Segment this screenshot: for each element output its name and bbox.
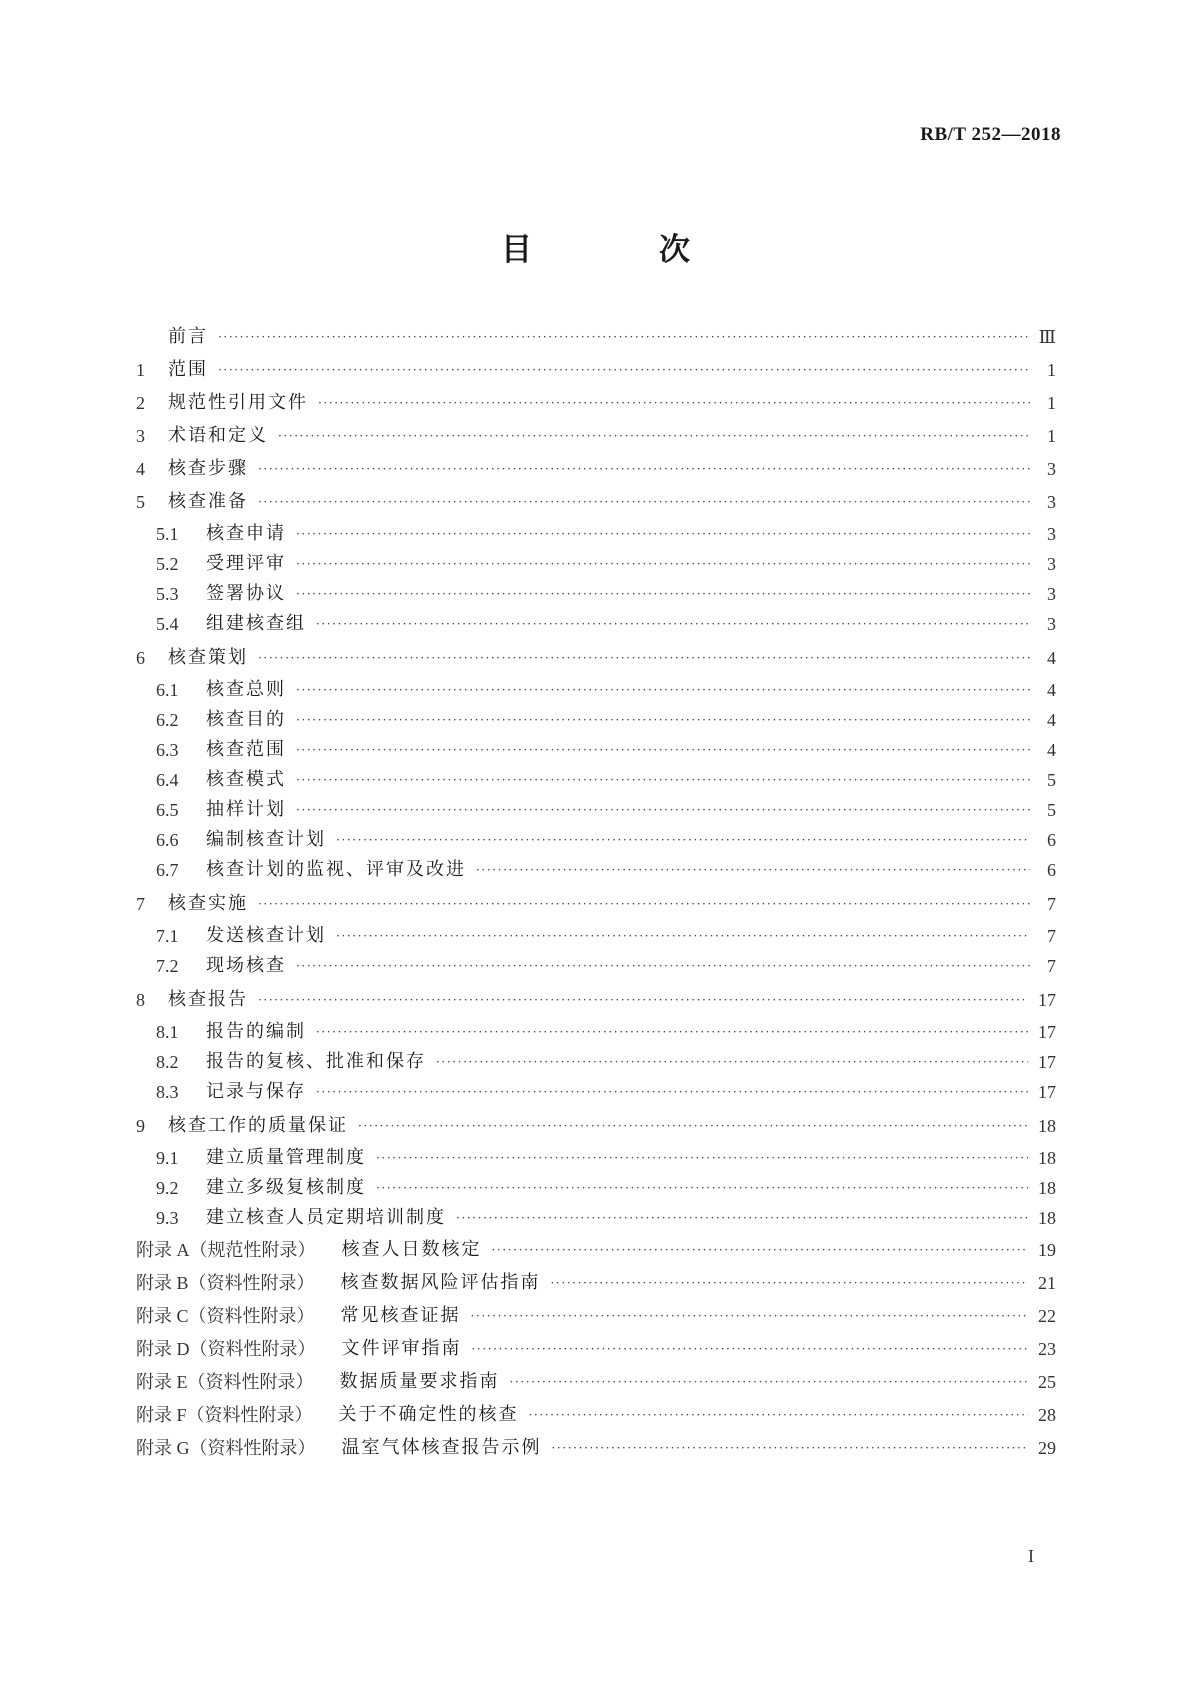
toc-entry-page: 25 xyxy=(1038,1372,1056,1392)
toc-entry-page: 3 xyxy=(1047,584,1056,604)
toc-dot-leader xyxy=(476,859,1030,881)
toc-entry[interactable] xyxy=(136,989,1056,1011)
toc-dot-leader xyxy=(258,989,1028,1011)
toc-entry-label: 发送核查计划 xyxy=(206,925,326,946)
toc-entry[interactable] xyxy=(136,553,1056,575)
toc-dot-leader xyxy=(436,1051,1028,1073)
toc-entry-label: 编制核查计划 xyxy=(206,829,326,850)
toc-entry[interactable] xyxy=(136,392,1056,414)
toc-entry-number: 6 xyxy=(136,648,145,668)
toc-entry-page: 3 xyxy=(1047,554,1056,574)
toc-dot-leader xyxy=(336,925,1030,947)
toc-entry-number: 附录 D（资料性附录） xyxy=(136,1339,316,1359)
toc-entry-number: 5.4 xyxy=(156,614,179,634)
toc-entry-label: 文件评审指南 xyxy=(341,1338,462,1359)
toc-entry[interactable] xyxy=(136,425,1056,447)
toc-entry-page: 3 xyxy=(1047,459,1056,479)
toc-entry-number: 5.3 xyxy=(156,584,179,604)
toc-entry[interactable] xyxy=(136,1338,1056,1360)
toc-entry[interactable] xyxy=(136,955,1056,977)
toc-entry-page: 17 xyxy=(1038,1022,1056,1042)
toc-entry[interactable] xyxy=(136,1305,1056,1327)
toc-entry[interactable] xyxy=(136,1272,1056,1294)
toc-entry-label: 受理评审 xyxy=(206,553,286,574)
toc-entry-number: 5 xyxy=(136,492,145,512)
toc-entry-page: 5 xyxy=(1047,770,1056,790)
toc-entry-page: 22 xyxy=(1038,1306,1056,1326)
toc-entry-page: 18 xyxy=(1038,1116,1056,1136)
toc-dot-leader xyxy=(296,799,1030,821)
toc-entry-number: 附录 C（资料性附录） xyxy=(136,1306,315,1326)
toc-entry[interactable] xyxy=(136,613,1056,635)
toc-entry[interactable] xyxy=(136,829,1056,851)
toc-entry-number: 6.2 xyxy=(156,710,179,730)
toc-entry[interactable] xyxy=(136,1239,1056,1261)
toc-dot-leader xyxy=(510,1371,1029,1393)
toc-entry[interactable] xyxy=(136,679,1056,701)
toc-entry-label: 记录与保存 xyxy=(206,1081,306,1102)
table-of-contents xyxy=(136,326,1056,1459)
toc-entry[interactable] xyxy=(136,1115,1056,1137)
toc-entry-label: 前言 xyxy=(168,326,208,347)
toc-dot-leader xyxy=(296,709,1030,731)
toc-dot-leader xyxy=(529,1404,1028,1426)
toc-entry-label: 组建核查组 xyxy=(206,613,306,634)
toc-entry-page: 3 xyxy=(1047,614,1056,634)
toc-entry-number: 附录 E（资料性附录） xyxy=(136,1372,314,1392)
toc-entry-page: 23 xyxy=(1038,1339,1056,1359)
toc-entry-page: 3 xyxy=(1047,524,1056,544)
toc-entry-label: 建立多级复核制度 xyxy=(206,1177,366,1198)
toc-entry-number: 附录 G（资料性附录） xyxy=(136,1438,316,1458)
toc-entry-number: 6.4 xyxy=(156,770,179,790)
toc-entry-number: 9 xyxy=(136,1116,145,1136)
toc-entry-number: 7.2 xyxy=(156,956,179,976)
toc-entry[interactable] xyxy=(136,1437,1056,1459)
toc-dot-leader xyxy=(278,425,1030,447)
toc-entry-label: 核查计划的监视、评审及改进 xyxy=(206,859,466,880)
toc-dot-leader xyxy=(218,326,1029,348)
toc-entry-page: 19 xyxy=(1038,1240,1056,1260)
toc-entry-page: 4 xyxy=(1047,710,1056,730)
toc-entry-number: 8 xyxy=(136,990,145,1010)
toc-dot-leader xyxy=(218,359,1030,381)
toc-dot-leader xyxy=(318,392,1030,414)
toc-entry-page: 4 xyxy=(1047,648,1056,668)
toc-entry-label: 核查策划 xyxy=(168,647,248,668)
toc-entry-label: 数据质量要求指南 xyxy=(339,1371,500,1392)
toc-entry-label: 抽样计划 xyxy=(206,799,286,820)
toc-dot-leader xyxy=(316,1081,1028,1103)
toc-entry[interactable] xyxy=(136,583,1056,605)
toc-entry-page: 4 xyxy=(1047,680,1056,700)
toc-entry-page: 29 xyxy=(1038,1438,1056,1458)
toc-entry-page: 18 xyxy=(1038,1178,1056,1198)
toc-entry-number: 9.1 xyxy=(156,1148,179,1168)
toc-entry-page: 6 xyxy=(1047,860,1056,880)
toc-entry-label: 核查人日数核定 xyxy=(341,1239,482,1260)
toc-entry-number: 4 xyxy=(136,459,145,479)
toc-dot-leader xyxy=(258,458,1030,480)
toc-entry-page: 7 xyxy=(1047,926,1056,946)
toc-entry-label: 核查数据风险评估指南 xyxy=(340,1272,541,1293)
toc-entry-page: 7 xyxy=(1047,956,1056,976)
toc-entry-number: 2 xyxy=(136,393,145,413)
toc-entry-label: 常见核查证据 xyxy=(340,1305,461,1326)
toc-entry-page: 4 xyxy=(1047,740,1056,760)
toc-dot-leader xyxy=(552,1437,1029,1459)
toc-dot-leader xyxy=(296,739,1030,761)
toc-entry[interactable] xyxy=(136,1207,1056,1229)
toc-dot-leader xyxy=(296,583,1030,605)
toc-entry-page: 6 xyxy=(1047,830,1056,850)
toc-entry-number: 附录 B（资料性附录） xyxy=(136,1273,315,1293)
toc-entry-page: 1 xyxy=(1047,393,1056,413)
toc-entry-label: 核查工作的质量保证 xyxy=(168,1115,348,1136)
toc-entry[interactable] xyxy=(136,1081,1056,1103)
toc-entry-number: 3 xyxy=(136,426,145,446)
toc-entry-page: 18 xyxy=(1038,1208,1056,1228)
toc-entry-page: 7 xyxy=(1047,894,1056,914)
toc-entry-page: 5 xyxy=(1047,800,1056,820)
toc-entry[interactable] xyxy=(136,1147,1056,1169)
toc-entry-label: 核查模式 xyxy=(206,769,286,790)
toc-entry-page: 17 xyxy=(1038,1052,1056,1072)
toc-dot-leader xyxy=(258,893,1030,915)
toc-entry[interactable] xyxy=(136,859,1056,881)
toc-entry[interactable] xyxy=(136,709,1056,731)
toc-entry[interactable] xyxy=(136,739,1056,761)
toc-entry-number: 附录 A（规范性附录） xyxy=(136,1240,316,1260)
toc-entry-number: 1 xyxy=(136,360,145,380)
toc-entry-label: 核查总则 xyxy=(206,679,286,700)
toc-dot-leader xyxy=(471,1305,1028,1327)
toc-entry-number: 附录 F（资料性附录） xyxy=(136,1405,313,1425)
toc-entry-number: 7.1 xyxy=(156,926,179,946)
toc-entry-label: 核查申请 xyxy=(206,523,286,544)
toc-entry-page: 17 xyxy=(1038,990,1056,1010)
toc-entry-page: 1 xyxy=(1047,426,1056,446)
toc-entry-label: 核查准备 xyxy=(168,491,248,512)
toc-dot-leader xyxy=(376,1177,1028,1199)
toc-entry[interactable] xyxy=(136,359,1056,381)
toc-entry-number: 8.1 xyxy=(156,1022,179,1042)
toc-dot-leader xyxy=(358,1115,1028,1137)
toc-entry[interactable] xyxy=(136,326,1056,348)
toc-entry-number: 7 xyxy=(136,894,145,914)
toc-entry-label: 术语和定义 xyxy=(168,425,268,446)
toc-entry-number: 6.6 xyxy=(156,830,179,850)
toc-entry-label: 核查实施 xyxy=(168,893,248,914)
toc-dot-leader xyxy=(296,955,1030,977)
toc-entry-number: 8.2 xyxy=(156,1052,179,1072)
toc-entry-label: 关于不确定性的核查 xyxy=(338,1404,519,1425)
toc-dot-leader xyxy=(376,1147,1028,1169)
toc-entry[interactable] xyxy=(136,1051,1056,1073)
toc-dot-leader xyxy=(258,647,1030,669)
toc-dot-leader xyxy=(296,523,1030,545)
toc-entry[interactable] xyxy=(136,769,1056,791)
toc-entry[interactable] xyxy=(136,1021,1056,1043)
toc-entry-page: Ⅲ xyxy=(1038,327,1056,347)
toc-entry[interactable] xyxy=(136,1404,1056,1426)
toc-entry[interactable] xyxy=(136,647,1056,669)
toc-entry[interactable] xyxy=(136,458,1056,480)
page-title: 目 次 xyxy=(501,232,738,268)
toc-dot-leader xyxy=(551,1272,1028,1294)
toc-entry[interactable] xyxy=(136,925,1056,947)
toc-entry-page: 3 xyxy=(1047,492,1056,512)
toc-entry-number: 5.2 xyxy=(156,554,179,574)
toc-entry-number: 9.3 xyxy=(156,1208,179,1228)
toc-entry-label: 现场核查 xyxy=(206,955,286,976)
toc-dot-leader xyxy=(456,1207,1028,1229)
page-number: I xyxy=(1028,1546,1034,1566)
toc-entry-number: 6.7 xyxy=(156,860,179,880)
toc-entry-number: 6.5 xyxy=(156,800,179,820)
toc-entry-label: 建立核查人员定期培训制度 xyxy=(206,1207,446,1228)
toc-dot-leader xyxy=(316,613,1030,635)
toc-dot-leader xyxy=(472,1338,1029,1360)
toc-entry-number: 6.1 xyxy=(156,680,179,700)
toc-dot-leader xyxy=(492,1239,1029,1261)
toc-entry-page: 18 xyxy=(1038,1148,1056,1168)
toc-entry-label: 报告的编制 xyxy=(206,1021,306,1042)
toc-entry-page: 21 xyxy=(1038,1273,1056,1293)
document-code: RB/T 252—2018 xyxy=(920,124,1061,145)
toc-entry-label: 核查步骤 xyxy=(168,458,248,479)
toc-dot-leader xyxy=(296,769,1030,791)
toc-entry-number: 8.3 xyxy=(156,1082,179,1102)
toc-dot-leader xyxy=(316,1021,1028,1043)
toc-entry[interactable] xyxy=(136,523,1056,545)
toc-entry-label: 核查范围 xyxy=(206,739,286,760)
toc-entry[interactable] xyxy=(136,1177,1056,1199)
toc-dot-leader xyxy=(258,491,1030,513)
toc-entry-number: 9.2 xyxy=(156,1178,179,1198)
toc-entry-label: 报告的复核、批准和保存 xyxy=(206,1051,426,1072)
toc-entry-label: 核查目的 xyxy=(206,709,286,730)
toc-entry-label: 范围 xyxy=(168,359,208,380)
toc-entry[interactable] xyxy=(136,1371,1056,1393)
toc-entry-label: 签署协议 xyxy=(206,583,286,604)
toc-entry-label: 核查报告 xyxy=(168,989,248,1010)
toc-entry-label: 温室气体核查报告示例 xyxy=(341,1437,542,1458)
toc-entry-label: 规范性引用文件 xyxy=(168,392,308,413)
toc-entry[interactable] xyxy=(136,491,1056,513)
toc-entry-page: 17 xyxy=(1038,1082,1056,1102)
toc-entry-label: 建立质量管理制度 xyxy=(206,1147,366,1168)
toc-dot-leader xyxy=(296,679,1030,701)
toc-entry-page: 1 xyxy=(1047,360,1056,380)
toc-dot-leader xyxy=(336,829,1030,851)
toc-entry[interactable] xyxy=(136,893,1056,915)
toc-dot-leader xyxy=(296,553,1030,575)
toc-entry[interactable] xyxy=(136,799,1056,821)
toc-entry-page: 28 xyxy=(1038,1405,1056,1425)
toc-entry-number: 6.3 xyxy=(156,740,179,760)
toc-entry-number: 5.1 xyxy=(156,524,179,544)
